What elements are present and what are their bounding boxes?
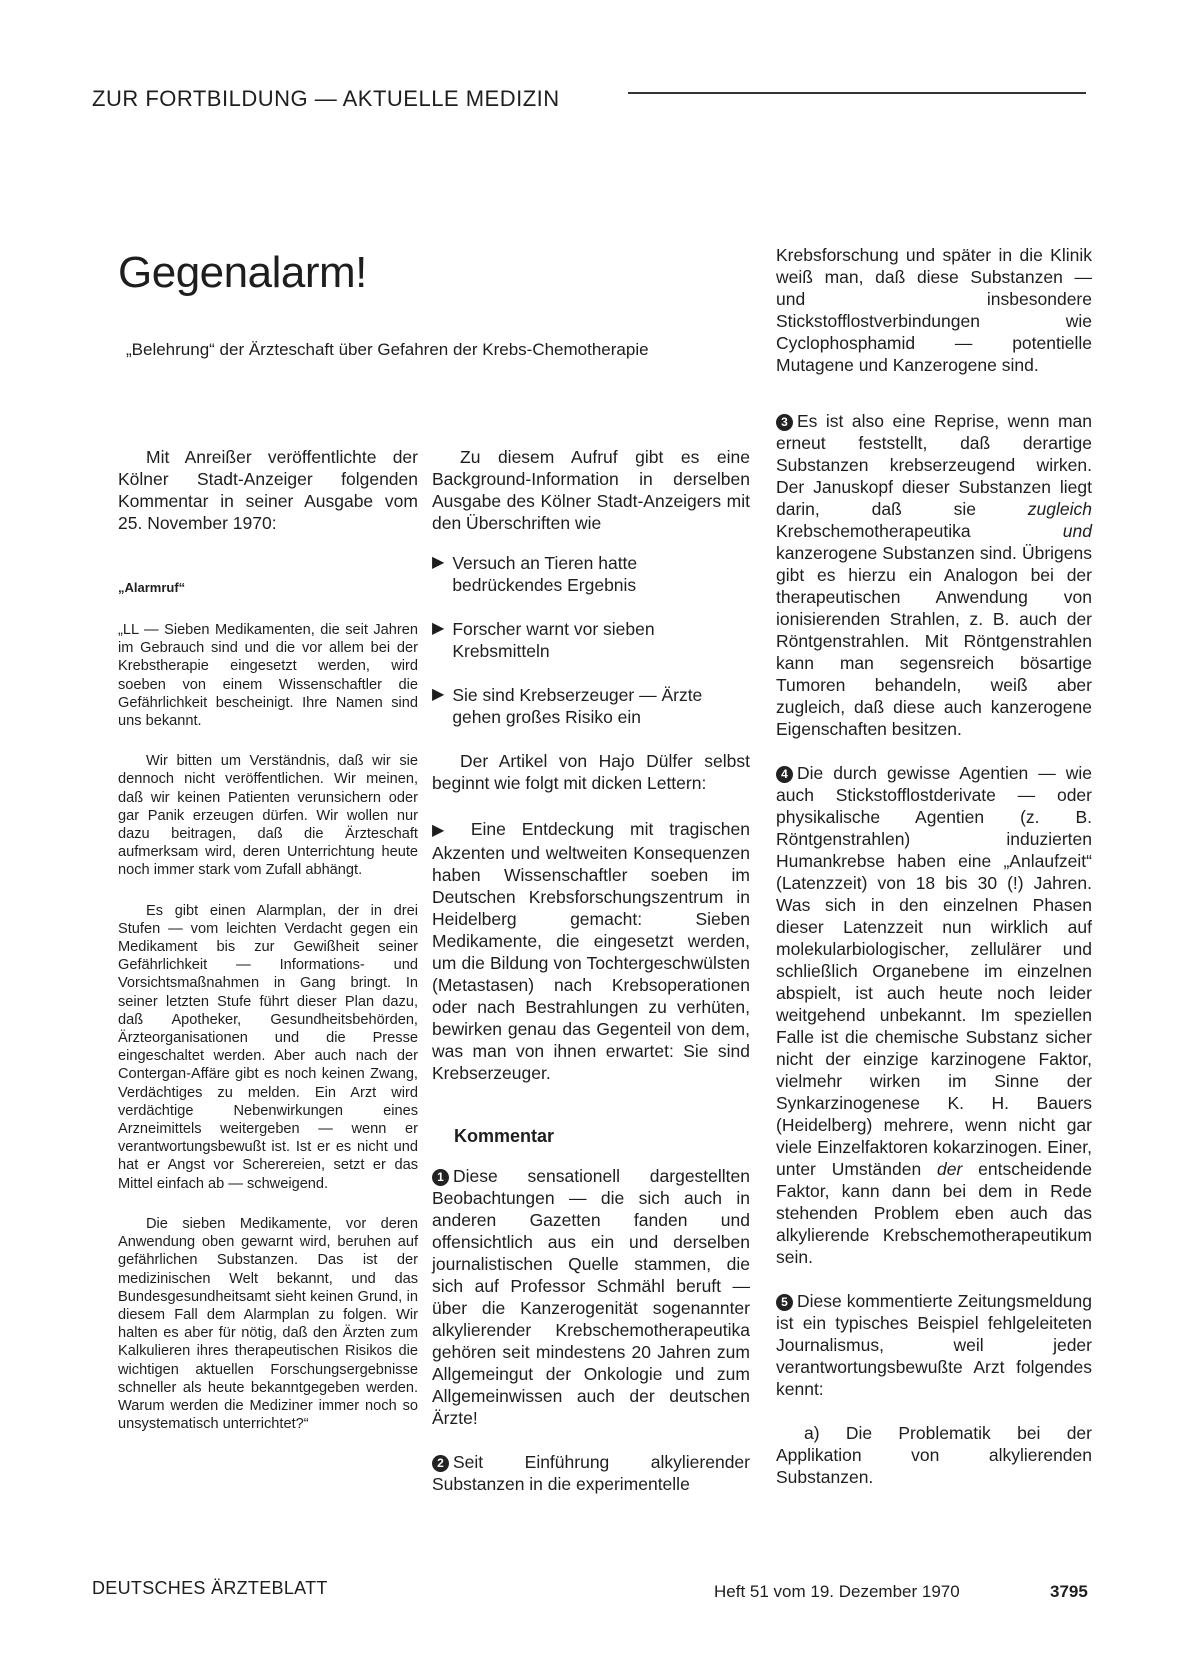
section-header: ZUR FORTBILDUNG — AKTUELLE MEDIZIN: [92, 86, 560, 111]
comment-text: Seit Einführung alkylierender Substanzen in die experimentelle: [432, 1452, 750, 1494]
comment-text: Diese sensationell dargestellten Beobachtungen — die sich auch in anderen Gazetten fanden und offensichtlich aus ein und derselben journalistischen Quelle stammen, die sich auf Professor Schmähl beruft — über die Kanzerogenität sogenannter alkylierender Krebschemotherapeutika gehören seit mindestens 20 Jahren zum Allgemeingut der Onkologie und zum Allgemeinwissen auch der deutschen Ärzte!: [432, 1166, 750, 1428]
comment-text: Die durch gewisse Agentien — wie auch Stickstofflostderivate — oder physikalische Agentien (z. B. Röntgenstrahlen) induzierten Humankrebse haben eine „Anlaufzeit“ (Latenzzeit) von 18 bis 30 (!) Jahren. Was sich in den einzelnen Phasen dieser Latenzzeit nun wirklich auf molekularbiologischer, zellulärer und schließlich Organebene im einzelnen abspielt, ist auch heute noch leider weitgehend unbekannt. Im speziellen Falle ist die chemische Substanz sicher nicht der einzige karzinogene Faktor, vielmehr wirken im Sinne der Synkarzinogenese K. H. Bauers (Heidelberg) mehrere, wenn nicht gar viele Einzelfaktoren kokarzinogen. Einer, unter Umständen: [776, 763, 1092, 1179]
triangle-bullet-icon: ▶: [432, 686, 445, 703]
page-number: 3795: [1050, 1582, 1088, 1601]
headline-text: Sie sind Krebserzeuger — Ärzte gehen großes Risiko ein: [452, 685, 703, 727]
background-intro: Zu diesem Aufruf gibt es eine Background-Information in derselben Ausgabe des Kölner Stadt-Anzeigers mit den Überschriften wie: [432, 447, 750, 533]
emphasis: der: [937, 1159, 963, 1179]
list-item: [432, 684, 750, 728]
comment-heading: Kommentar: [454, 1126, 555, 1146]
right-column-top: [776, 244, 1092, 376]
right-column: [776, 410, 1092, 1488]
emphasis: und: [1062, 521, 1092, 541]
headline-list: [432, 552, 750, 728]
quote-paragraph: Wir bitten um Verständnis, daß wir sie dennoch nicht veröffentlichen. Wir meinen, daß wir keinen Patienten verunsichern oder gar Panik erzeugen dürfen. Wir wollen nur dazu beitragen, daß die Ärzteschaft aufmerksam wird, deren Unterrichtung heute noch immer stark vom Zufall abhängt.: [118, 753, 418, 879]
comment-2: [432, 1451, 750, 1495]
article-title: Gegenalarm!: [118, 248, 367, 297]
triangle-bullet-icon: ▶: [432, 554, 445, 571]
number-3-icon: 3: [776, 414, 793, 431]
comment-text: kanzerogene Substanzen sind. Übrigens gibt es hierzu ein Analogon bei der therapeutischen Anwendung von ionisierenden Strahlen, z. B. auch der Röntgenstrahlen. Mit Röntgenstrahlen kann man segensreich bösartige Tumoren behandeln, weiß aber zugleich, daß diese auch kanzerogene Eigenschaften besitzen.: [776, 543, 1092, 739]
list-item: [432, 618, 750, 662]
comment-5: [776, 1290, 1092, 1400]
headline-text: Forscher warnt vor sieben Krebsmitteln: [452, 619, 655, 661]
emphasis: zugleich: [1027, 499, 1092, 519]
header-rule: [628, 92, 1086, 94]
journal-name: DEUTSCHES ÄRZTEBLATT: [92, 1578, 328, 1598]
continuation-paragraph: Krebsforschung und später in die Klinik weiß man, daß diese Substanzen — und insbesondere Stickstofflostverbindungen wie Cyclophosphamid — potentielle Mutagene und Kanzerogene sind.: [776, 245, 1092, 375]
quote-paragraph: Es gibt einen Alarmplan, der in drei Stufen — vom leichten Verdacht gegen ein Medikament bis zur Gewißheit seiner Gefährlichkeit — Informations- und Vorsichtsmaßnahmen in Gang bringt. In seiner letzten Stufe führt dieser Plan dazu, daß Apotheker, Gesundheitsbehörden, Ärzteorganisationen und die Presse eingeschaltet werden. Aber auch nach der Contergan-Affäre gibt es noch keinen Zwang, Verdächtiges zu melden. Ein Arzt wird verdächtige Nebenwirkungen eines Arzneimittels weitergeben — wenn er verantwortungsbewußt ist. Ist er es nicht und hat er Angst vor Scherereien, setzt er das Mittel einfach ab — schweigend.: [118, 902, 418, 1192]
triangle-bullet-icon: ▶: [432, 620, 445, 637]
article-subtitle: „Belehrung“ der Ärzteschaft über Gefahren der Krebs-Chemotherapie: [126, 340, 649, 359]
comment-4: [776, 762, 1092, 1268]
comment-3: [776, 410, 1092, 740]
comment-text: Es ist also eine Reprise, wenn man erneut feststellt, daß derartige Substanzen krebserzeugend wirken. Der Januskopf dieser Substanzen liegt darin, daß sie: [776, 411, 1092, 519]
intro-paragraph: Mit Anreißer veröffentlichte der Kölner Stadt-Anzeiger folgenden Kommentar in seiner Ausgabe vom 25. November 1970:: [118, 447, 418, 533]
headline-text: Versuch an Tieren hatte bedrückendes Ergebnis: [452, 553, 638, 595]
triangle-bullet-icon: ▶: [432, 822, 471, 839]
article-excerpt: [432, 818, 750, 1084]
left-column: [118, 446, 418, 1433]
number-1-icon: 1: [432, 1169, 449, 1186]
comment-1: [432, 1165, 750, 1429]
middle-column: [432, 446, 750, 1495]
article-intro: Der Artikel von Hajo Dülfer selbst beginnt wie folgt mit dicken Lettern:: [432, 751, 750, 793]
quote-paragraph: „LL — Sieben Medikamenten, die seit Jahren im Gebrauch sind und die vor allem bei der Krebstherapie eingesetzt werden, wird soeben von einem Wissenschaftler die Gefährlichkeit bescheinigt. Ihre Namen sind uns bekannt.: [118, 622, 418, 730]
quote-heading: „Alarmruf“: [118, 580, 186, 595]
number-5-icon: 5: [776, 1294, 793, 1311]
issue-info: Heft 51 vom 19. Dezember 1970: [714, 1582, 960, 1601]
number-2-icon: 2: [432, 1455, 449, 1472]
article-excerpt-text: Eine Entdeckung mit tragischen Akzenten und weltweiten Konsequenzen haben Wissenschaftler soeben im Deutschen Krebsforschungszentrum in Heidelberg gemacht: Sieben Medikamente, die eingesetzt werden, um die Bildung von Tochtergeschwülsten (Metastasen) nach Krebsoperationen oder nach Bestrahlungen zu verhüten, bewirken genau das Gegenteil von dem, was man von ihnen erwartet: Sie sind Krebserzeuger.: [432, 819, 750, 1083]
list-item: [432, 552, 750, 596]
comment-text: entscheidende Faktor, kann dann bei dem in Rede stehenden Problem eben auch das alkylierende Krebschemotherapeutikum sein.: [776, 1159, 1092, 1267]
quote-paragraph: Die sieben Medikamente, vor deren Anwendung oben gewarnt wird, beruhen auf gefährlichen Substanzen. Das ist der medizinischen Welt bekannt, und das Bundesgesundheitsamt sieht keinen Grund, in diesem Fall dem Alarmplan zu folgen. Wir halten es aber für nötig, daß den Ärzten zum Kalkulieren ihres therapeutischen Risikos die wichtigen aktuellen Forschungsergebnisse schneller als heute bekanntgegeben werden. Warum werden die Mediziner immer noch so unsystematisch unterrichtet?“: [118, 1215, 418, 1433]
number-4-icon: 4: [776, 766, 793, 783]
comment-text: Diese kommentierte Zeitungsmeldung ist ein typisches Beispiel fehlgeleiteten Journalismus, weil jeder verantwortungsbewußte Arzt folgendes kennt:: [776, 1291, 1092, 1399]
point-a: a) Die Problematik bei der Applikation von alkylierenden Substanzen.: [776, 1423, 1092, 1487]
comment-text: Krebschemotherapeutika: [776, 521, 1063, 541]
quote-block: [118, 621, 418, 1433]
